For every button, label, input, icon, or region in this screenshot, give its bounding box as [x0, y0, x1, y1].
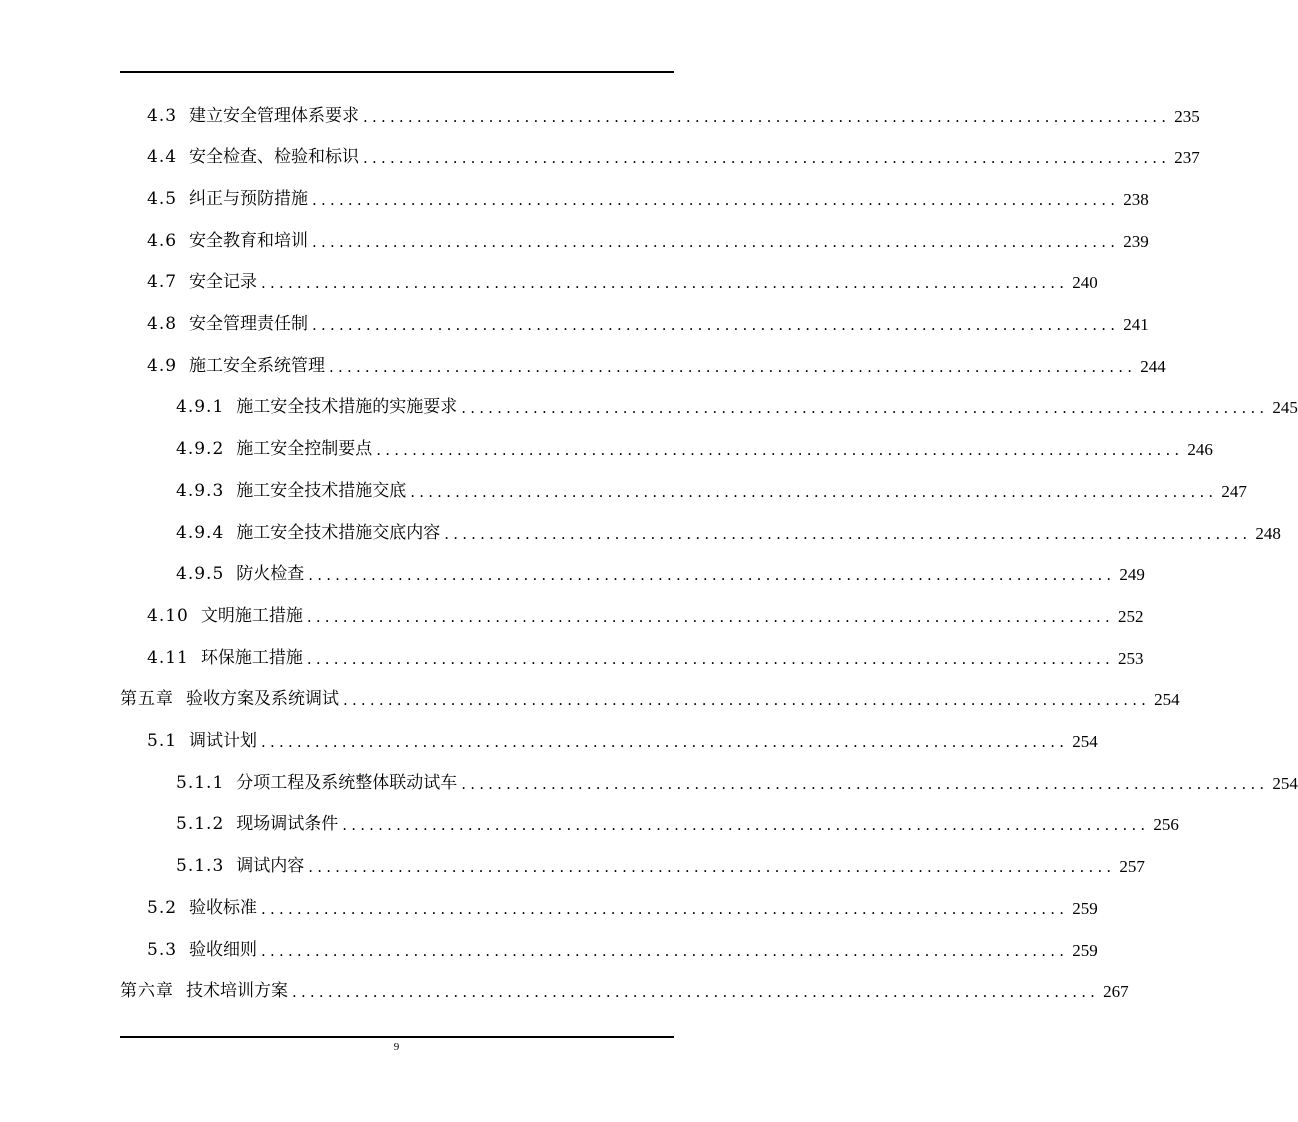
toc-entry-number: 4.4: [147, 147, 178, 168]
toc-entry-title: 安全教育和培训: [189, 230, 309, 251]
toc-entry-number: 5.2: [147, 897, 178, 918]
toc-entry-title: 验收方案及系统调试: [186, 689, 339, 710]
toc-entry-page: 249: [1119, 565, 1145, 585]
toc-dot-leader: ..........................................................................................: [444, 524, 1252, 543]
toc-entry-page: 238: [1123, 189, 1149, 209]
toc-dot-leader: ..........................................................................................: [461, 774, 1269, 793]
toc-entry-page: 254: [1154, 690, 1180, 710]
toc-dot-leader: ..........................................................................................: [312, 316, 1120, 334]
toc-entry[interactable]: [176, 762, 1298, 804]
toc-entry-number: 4.9.2: [176, 439, 225, 460]
toc-entry-title: 安全检查、检验和标识: [189, 147, 360, 168]
toc-entry[interactable]: [147, 178, 1149, 220]
toc-entry-title: 技术培训方案: [186, 981, 288, 1002]
toc-dot-leader: ..........................................................................................: [410, 482, 1218, 501]
footer-rule: [120, 1036, 674, 1038]
toc-entry[interactable]: [147, 304, 1149, 346]
toc-dot-leader: ..........................................................................................: [308, 566, 1116, 585]
toc-entry-page: 237: [1174, 148, 1200, 168]
toc-entry[interactable]: [176, 554, 1145, 596]
toc-entry[interactable]: [176, 804, 1179, 846]
toc-dot-leader: ..........................................................................................: [261, 899, 1069, 918]
toc-entry-title: 防火检查: [236, 564, 305, 585]
toc-entry-title: 纠正与预防措施: [189, 188, 309, 209]
toc-dot-leader: ..........................................................................................: [312, 190, 1120, 209]
toc-entry-number: 4.3: [147, 105, 178, 126]
toc-entry-page: 254: [1272, 773, 1298, 793]
toc-entry[interactable]: [147, 887, 1098, 929]
toc-entry-number: 5.1: [147, 731, 178, 751]
toc-entry-title: 分项工程及系统整体联动试车: [236, 772, 458, 793]
toc-dot-leader: ..........................................................................................: [306, 649, 1114, 668]
toc-entry-number: 5.1.3: [176, 856, 225, 877]
toc-entry-page: 254: [1072, 732, 1098, 751]
toc-entry-title: 施工安全控制要点: [236, 439, 373, 460]
toc-entry-title: 施工安全技术措施的实施要求: [236, 397, 458, 418]
toc-entry[interactable]: [176, 846, 1145, 888]
toc-dot-leader: ..........................................................................................: [261, 941, 1069, 960]
toc-dot-leader: ..........................................................................................: [312, 232, 1120, 251]
toc-entry[interactable]: [120, 679, 1180, 721]
toc-dot-leader: ..........................................................................................: [363, 107, 1171, 126]
toc-entry-page: 240: [1072, 273, 1098, 293]
toc-entry[interactable]: [176, 429, 1213, 471]
toc-entry-title: 安全管理责任制: [189, 314, 309, 334]
toc-dot-leader: ..........................................................................................: [306, 607, 1114, 626]
toc-entry-title: 安全记录: [189, 272, 258, 293]
toc-entry-number: 4.10: [147, 605, 189, 626]
toc-entry-title: 验收标准: [189, 897, 258, 918]
toc-entry-number: 4.5: [147, 188, 178, 209]
toc-entry-number: 4.9.5: [176, 564, 225, 585]
toc-entry-page: 239: [1123, 231, 1149, 251]
toc-entry[interactable]: [147, 95, 1200, 137]
toc-entry[interactable]: [147, 220, 1149, 262]
toc-entry-title: 文明施工措施: [200, 605, 303, 626]
toc-entry-number: 5.3: [147, 939, 178, 960]
toc-entry-page: 245: [1272, 398, 1298, 418]
toc-entry-page: 259: [1072, 940, 1098, 960]
toc-entry-page: 252: [1118, 606, 1144, 626]
toc-dot-leader: ..........................................................................................: [342, 816, 1150, 835]
toc-entry[interactable]: [147, 137, 1200, 179]
toc-entry-title: 环保施工措施: [200, 647, 303, 668]
toc-dot-leader: ..........................................................................................: [261, 274, 1069, 293]
toc-entry-page: 235: [1174, 106, 1200, 126]
toc-entry-number: 4.9.1: [176, 397, 225, 418]
toc-entry[interactable]: [147, 929, 1098, 971]
toc-entry-page: 241: [1123, 315, 1149, 334]
toc-entry-title: 施工安全技术措施交底: [236, 480, 407, 501]
toc-entry-number: 5.1.2: [176, 814, 225, 835]
toc-entry-page: 257: [1119, 857, 1145, 877]
toc-entry-page: 244: [1140, 356, 1166, 376]
toc-entry-number: 4.9: [147, 355, 178, 376]
toc-dot-leader: ..........................................................................................: [343, 691, 1151, 710]
toc-entry-number: 4.11: [147, 647, 189, 668]
toc-entry-page: 248: [1255, 523, 1281, 543]
toc-entry[interactable]: [147, 637, 1144, 679]
toc-entry-number: 4.7: [147, 272, 178, 293]
toc-entry[interactable]: [120, 971, 1129, 1013]
toc-entry-page: 256: [1153, 815, 1179, 835]
toc-entry-title: 施工安全系统管理: [189, 355, 326, 376]
toc-entry-number: 第五章: [120, 689, 174, 710]
toc-entry-page: 246: [1187, 440, 1213, 460]
header-rule: [120, 71, 674, 73]
toc-dot-leader: ..........................................................................................: [329, 357, 1137, 376]
toc-entry[interactable]: [147, 595, 1144, 637]
footer-page-number: 9: [393, 1041, 400, 1053]
toc-entry-title: 施工安全技术措施交底内容: [236, 522, 441, 543]
toc-entry-page: 259: [1072, 898, 1098, 918]
toc-dot-leader: ..........................................................................................: [292, 983, 1100, 1002]
toc-entry-title: 现场调试条件: [236, 814, 339, 835]
toc-entry[interactable]: [176, 387, 1298, 429]
toc-dot-leader: ..........................................................................................: [376, 441, 1184, 460]
toc-dot-leader: ..........................................................................................: [308, 858, 1116, 877]
toc-entry-number: 4.9.3: [176, 480, 225, 501]
toc-entry-number: 4.9.4: [176, 522, 225, 543]
toc-entry-title: 验收细则: [189, 939, 258, 960]
toc-dot-leader: ..........................................................................................: [461, 399, 1269, 418]
toc-entry-number: 第六章: [120, 981, 174, 1002]
toc-dot-leader: ..........................................................................................: [261, 733, 1069, 751]
toc-entry-page: 247: [1221, 481, 1247, 501]
toc-entry-number: 5.1.1: [176, 772, 225, 793]
toc-entry[interactable]: [147, 721, 1098, 763]
toc-entry-title: 建立安全管理体系要求: [189, 105, 360, 126]
toc-entry-title: 调试内容: [236, 856, 305, 877]
toc-entry-number: 4.6: [147, 230, 178, 251]
toc-entry[interactable]: [176, 470, 1247, 512]
toc-entry-page: 253: [1118, 648, 1144, 668]
toc-entry-number: 4.8: [147, 314, 178, 334]
toc-entry[interactable]: [147, 262, 1098, 304]
toc-entry-page: 267: [1103, 982, 1129, 1002]
toc-entry-title: 调试计划: [189, 731, 258, 751]
toc-entry[interactable]: [147, 345, 1166, 387]
toc-dot-leader: ..........................................................................................: [363, 149, 1171, 168]
toc-entry[interactable]: [176, 512, 1281, 554]
